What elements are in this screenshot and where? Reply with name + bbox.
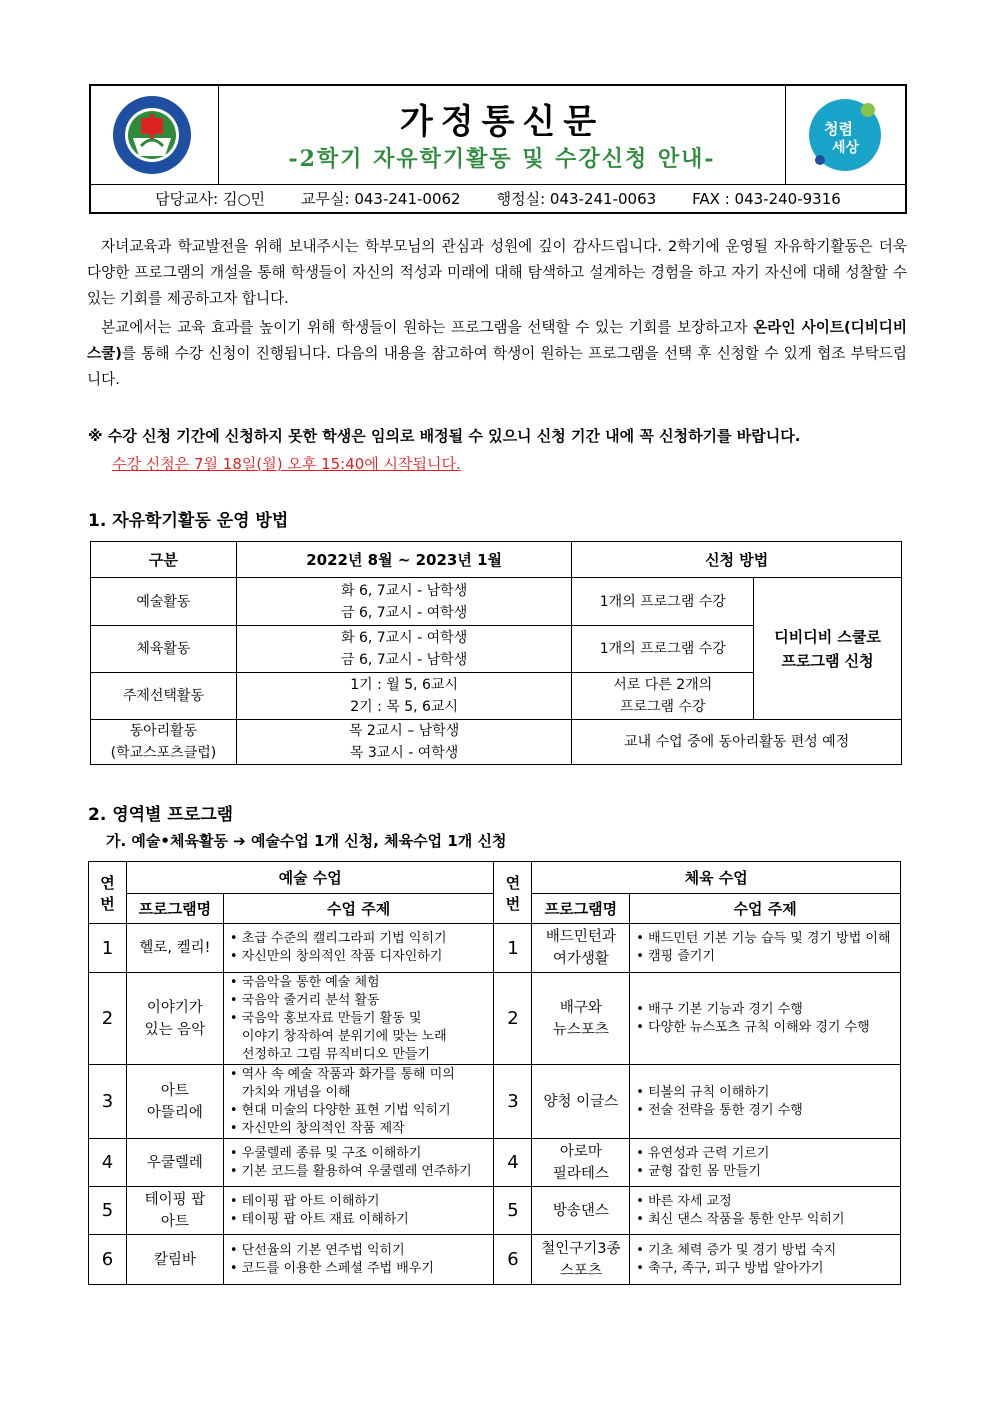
table-row xyxy=(89,1065,901,1139)
art-topics: • 우쿨렐레 종류 및 구조 이해하기 • 기본 코드를 활용하여 우쿨렐레 연주하기 xyxy=(223,1139,494,1187)
table-row xyxy=(89,1139,901,1187)
col-no: 연 번 xyxy=(89,862,127,924)
page-subtitle: -2학기 자유학기활동 및 수강신청 안내- xyxy=(288,146,716,172)
school-logo-cell xyxy=(91,86,219,184)
pe-program-name: 배드민턴과 여가생활 xyxy=(532,924,630,973)
table-row xyxy=(91,578,902,626)
pe-program-name: 철인구기3종 스포츠 xyxy=(532,1235,630,1285)
row-number: 2 xyxy=(89,973,127,1065)
col-no: 연 번 xyxy=(494,862,532,924)
pe-topics: • 배구 기본 기능과 경기 수행 • 다양한 뉴스포츠 규칙 이해와 경기 수행 xyxy=(630,973,901,1065)
table-row xyxy=(89,924,901,973)
col-period: 2022년 8월 ~ 2023년 1월 xyxy=(236,542,572,578)
pe-topics: • 티볼의 규칙 이해하기 • 전술 전략을 통한 경기 수행 xyxy=(630,1065,901,1139)
pe-program-name: 양청 이글스 xyxy=(532,1065,630,1139)
school-emblem-icon xyxy=(111,94,193,176)
method-cell: 1개의 프로그램 수강 xyxy=(572,578,754,626)
start-date-notice xyxy=(112,453,461,474)
art-topics: • 초급 수준의 캘리그라피 기법 익히기 • 자신만의 창의적인 작품 디자인하기 xyxy=(223,924,494,973)
period-cell: 1기 : 월 5, 6교시 2기 : 목 5, 6교시 xyxy=(236,673,572,720)
row-number: 1 xyxy=(89,924,127,973)
col-method: 신청 방법 xyxy=(572,542,902,578)
row-number: 2 xyxy=(494,973,532,1065)
letter-header xyxy=(89,84,907,214)
svg-text:청렴: 청렴 xyxy=(824,120,853,138)
col-topic: 수업 주제 xyxy=(223,894,494,924)
method-cell: 서로 다른 2개의 프로그램 수강 xyxy=(572,673,754,720)
office-contact: 교무실: 043-241-0062 xyxy=(301,190,461,208)
intro-p2-end: 를 통해 수강 신청이 진행됩니다. 다음의 내용을 참고하여 학생이 원하는 프로그램을 선택 후 신청할 수 있게 협조 부탁드립니다. xyxy=(87,345,907,388)
online-site-name: 온라인 사이트(디비디비 스쿨) xyxy=(87,319,907,362)
section2-subheading: 가. 예술•체육활동 ➔ 예술수업 1개 신청, 체육수업 1개 신청 xyxy=(106,832,507,850)
method-cell: 1개의 프로그램 수강 xyxy=(572,626,754,673)
category-cell: 예술활동 xyxy=(91,578,237,626)
method-cell: 교내 수업 중에 동아리활동 편성 예정 xyxy=(572,720,902,765)
intro-paragraph-2 xyxy=(87,315,907,393)
row-number: 6 xyxy=(89,1235,127,1285)
art-topics: • 테이핑 팝 아트 이해하기 • 테이핑 팝 아트 재료 이해하기 xyxy=(223,1187,494,1235)
row-number: 3 xyxy=(494,1065,532,1139)
integrity-logo-icon xyxy=(806,96,884,174)
table-row xyxy=(89,973,901,1065)
contact-row xyxy=(91,184,905,212)
art-program-name: 칼림바 xyxy=(126,1235,223,1285)
col-topic: 수업 주제 xyxy=(630,894,901,924)
notice-line: ※ 수강 신청 기간에 신청하지 못한 학생은 임의로 배정될 수 있으니 신청 기간 내에 꼭 신청하기를 바랍니다. xyxy=(88,427,801,445)
admin-contact: 행정실: 043-241-0063 xyxy=(496,190,657,208)
intro-paragraph-1: 자녀교육과 학교발전을 위해 보내주시는 학부모님의 관심과 성원에 깊이 감사드립니다. 2학기에 운영될 자유학기활동은 더욱 다양한 프로그램의 개설을 통해 학생들이 자신의 적성과 미래에 대해 탐색하고 설계하는 경험을 하고 자기 자신에 대해 성찰할 수 있는 기회를 제공하고자 합니다. xyxy=(87,238,907,307)
title-cell xyxy=(219,86,785,184)
category-cell: 체육활동 xyxy=(91,626,237,673)
art-program-name: 이야기가 있는 음악 xyxy=(126,973,223,1065)
page-title: 가정통신문 xyxy=(399,102,605,142)
art-topics: • 역사 속 예술 작품과 화가를 통해 미의 가치와 개념을 이해 • 현대 미술의 다양한 표현 기법 익히기 • 자신만의 창의적인 작품 제작 xyxy=(223,1065,494,1139)
row-number: 5 xyxy=(89,1187,127,1235)
svg-text:세상: 세상 xyxy=(832,140,860,156)
start-date-text: 수강 신청은 7월 18일(월) 오후 15:40에 시작됩니다. xyxy=(112,455,461,473)
row-number: 1 xyxy=(494,924,532,973)
teacher-contact: 담당교사: 김○민 xyxy=(155,190,266,208)
table-row xyxy=(91,720,902,765)
pe-topics: • 바른 자세 교정 • 최신 댄스 작품을 통한 안무 익히기 xyxy=(630,1187,901,1235)
intro-p2-start: 본교에서는 교육 효과를 높이기 위해 학생들이 원하는 프로그램을 선택할 수 있는 기회를 보장하고자 xyxy=(101,319,754,336)
pe-topics: • 유연성과 근력 기르기 • 균형 잡힌 몸 만들기 xyxy=(630,1139,901,1187)
category-cell: 동아리활동 (학교스포츠클럽) xyxy=(91,720,237,765)
row-number: 4 xyxy=(89,1139,127,1187)
period-cell: 목 2교시 – 남학생 목 3교시 - 여학생 xyxy=(236,720,572,765)
row-number: 5 xyxy=(494,1187,532,1235)
row-number: 3 xyxy=(89,1065,127,1139)
art-header: 예술 수업 xyxy=(126,862,494,894)
col-program-name: 프로그램명 xyxy=(532,894,630,924)
art-topics: • 단선율의 기본 연주법 익히기 • 코드를 이용한 스페셜 주법 배우기 xyxy=(223,1235,494,1285)
fax-contact: FAX : 043-240-9316 xyxy=(692,189,841,208)
art-topics: • 국음악을 통한 예술 체험 • 국음악 줄거리 분석 활동 • 국음악 홍보자료 만들기 활동 및 이야기 창작하여 분위기에 맞는 노래 선정하고 그림 뮤직비디오 만들기 xyxy=(223,973,494,1065)
row-number: 4 xyxy=(494,1139,532,1187)
program-table xyxy=(88,861,901,1285)
pe-topics: • 배드민턴 기본 기능 습득 및 경기 방법 이해 • 캠핑 즐기기 xyxy=(630,924,901,973)
pe-program-name: 아로마 필라테스 xyxy=(532,1139,630,1187)
section2-heading: 2. 영역별 프로그램 xyxy=(88,805,234,825)
col-category: 구분 xyxy=(91,542,237,578)
art-program-name: 헬로, 켈리! xyxy=(126,924,223,973)
period-cell: 화 6, 7교시 - 남학생 금 6, 7교시 - 여학생 xyxy=(236,578,572,626)
art-program-name: 우쿨렐레 xyxy=(126,1139,223,1187)
section1-heading: 1. 자유학기활동 운영 방법 xyxy=(88,511,289,531)
pe-topics: • 기초 체력 증가 및 경기 방법 숙지 • 축구, 족구, 피구 방법 알아가기 xyxy=(630,1235,901,1285)
period-cell: 화 6, 7교시 - 여학생 금 6, 7교시 - 남학생 xyxy=(236,626,572,673)
table-row xyxy=(89,1235,901,1285)
art-program-name: 아트 아뜰리에 xyxy=(126,1065,223,1139)
operation-table xyxy=(90,541,902,765)
table-row xyxy=(89,1187,901,1235)
integrity-logo-cell xyxy=(785,86,905,184)
pe-header: 체육 수업 xyxy=(532,862,901,894)
art-program-name: 테이핑 팝 아트 xyxy=(126,1187,223,1235)
merged-method-cell: 디비디비 스쿨로 프로그램 신청 xyxy=(754,578,902,720)
pe-program-name: 방송댄스 xyxy=(532,1187,630,1235)
col-program-name: 프로그램명 xyxy=(126,894,223,924)
pe-program-name: 배구와 뉴스포츠 xyxy=(532,973,630,1065)
row-number: 6 xyxy=(494,1235,532,1285)
category-cell: 주제선택활동 xyxy=(91,673,237,720)
